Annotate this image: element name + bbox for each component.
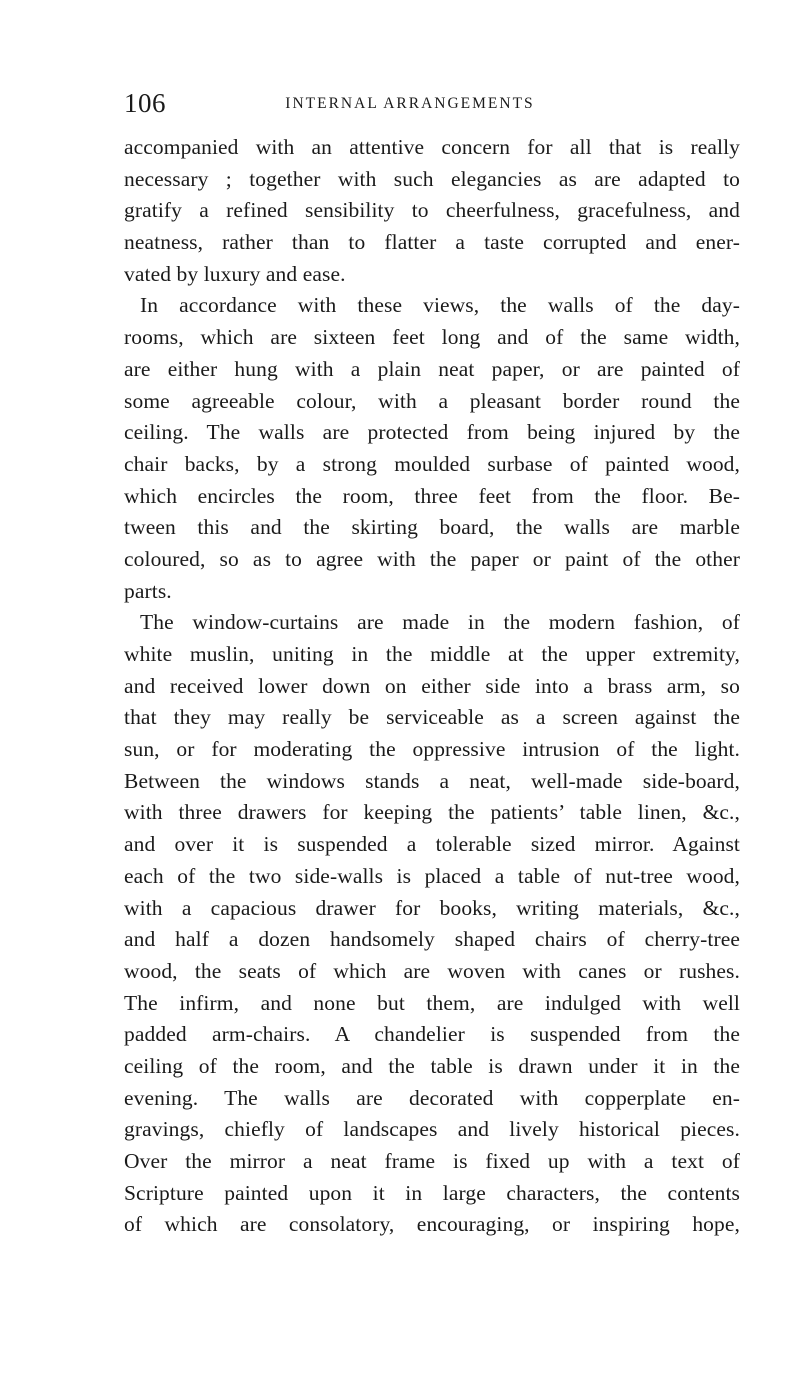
text-line: chair backs, by a strong moulded surbase of painted wood, [124,451,740,476]
text-line: wood, the seats of which are woven with canes or rushes. [124,958,740,983]
text-line: some agreeable colour, with a pleasant border round the [124,388,740,413]
text-line: are either hung with a plain neat paper, or are painted of [124,356,740,381]
text-line: The window-curtains are made in the modern fashion, of [140,610,740,635]
running-head: INTERNAL ARRANGEMENTS [285,95,535,112]
text-line: necessary ; together with such elegancies as are adapted to [124,166,740,191]
text-line: tween this and the skirting board, the walls are marble [124,515,740,540]
text-line: parts. [124,578,172,603]
text-line: gravings, chiefly of landscapes and lively historical pieces. [124,1117,740,1142]
text-line: The infirm, and none but them, are indulged with well [124,990,740,1015]
text-line: padded arm-chairs. A chandelier is suspended from the [124,1022,740,1047]
text-line: sun, or for moderating the oppressive intrusion of the light. [124,737,740,762]
text-line: of which are consolatory, encouraging, or inspiring hope, [124,1212,740,1237]
text-line: rooms, which are sixteen feet long and of the same width, [124,325,740,350]
text-line: Over the mirror a neat frame is fixed up with a text of [124,1149,740,1173]
body-text [124,132,740,1241]
text-line: neatness, rather than to flatter a taste corrupted and ener- [124,230,740,255]
text-line: ceiling of the room, and the table is drawn under it in the [124,1053,740,1078]
text-line: and over it is suspended a tolerable sized mirror. Against [124,832,740,857]
text-line: and half a dozen handsomely shaped chairs of cherry-tree [124,927,740,952]
text-line: accompanied with an attentive concern for all that is really [124,135,740,159]
text-line: and received lower down on either side into a brass arm, so [124,673,740,698]
text-line: that they may really be serviceable as a screen against the [124,705,740,730]
text-line: vated by luxury and ease. [124,261,346,286]
text-line: with a capacious drawer for books, writing materials, &c., [124,895,740,920]
page-number: 106 [124,88,166,118]
text-line: evening. The walls are decorated with copperplate en- [124,1085,740,1110]
text-line: with three drawers for keeping the patients’ table linen, &c., [124,800,740,825]
text-line: In accordance with these views, the walls of the day- [140,293,740,318]
text-line: each of the two side-walls is placed a table of nut-tree wood, [124,863,740,888]
text-line: Scripture painted upon it in large characters, the contents [124,1180,740,1205]
text-line: Between the windows stands a neat, well-made side-board, [124,768,740,793]
text-line: white muslin, uniting in the middle at the upper extremity, [124,642,740,666]
text-line: gratify a refined sensibility to cheerfulness, gracefulness, and [124,198,740,223]
text-line: ceiling. The walls are protected from being injured by the [124,420,740,445]
text-line: which encircles the room, three feet from the floor. Be- [124,483,740,508]
text-line: coloured, so as to agree with the paper or paint of the other [124,546,740,571]
